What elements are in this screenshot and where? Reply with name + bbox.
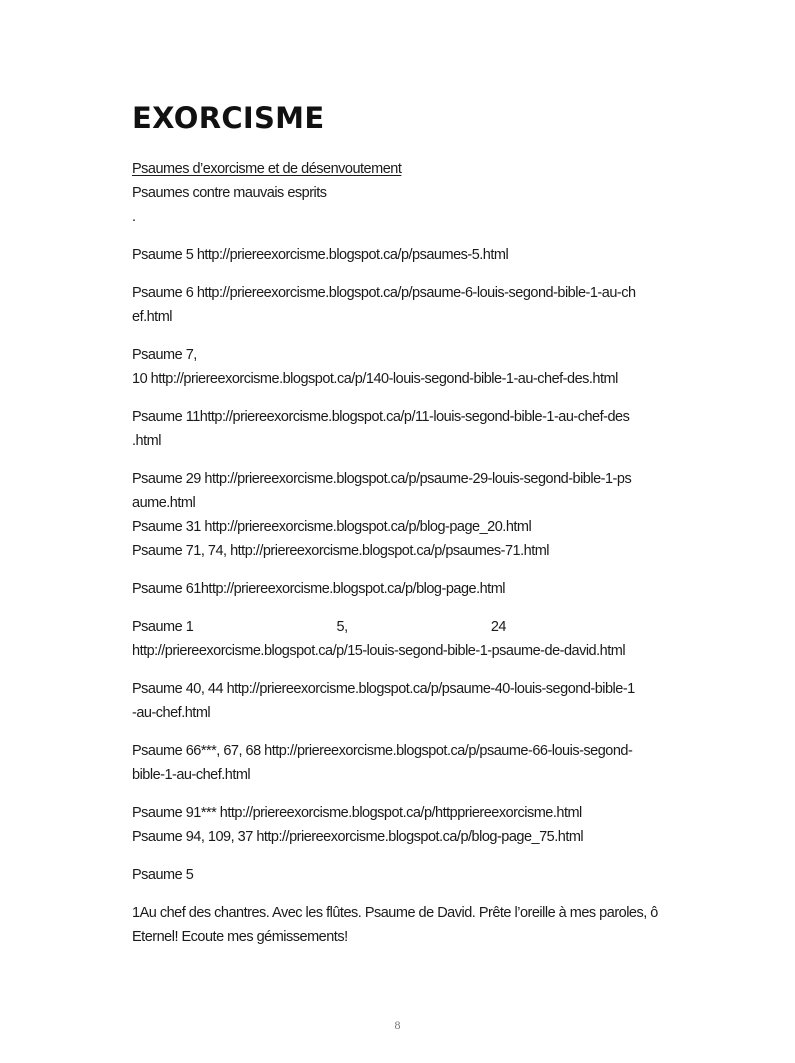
psalm-entry-1 <box>132 615 506 639</box>
psalm-entry-1-part3: 24 <box>490 619 506 635</box>
psalm-entry-7-cont: 10 http://priereexorcisme.blogspot.ca/p/140-louis-segond-bible-1-au-chef-des.html <box>132 371 618 387</box>
verse-line-2: Eternel! Ecoute mes gémissements! <box>132 929 348 945</box>
psalm-entry-1-cont: http://priereexorcisme.blogspot.ca/p/15-louis-segond-bible-1-psaume-de-david.html <box>132 643 626 659</box>
psalm-entry-1-part2: 5, <box>336 619 348 635</box>
psalm-entry-66: Psaume 66***, 67, 68 http://priereexorcisme.blogspot.ca/p/psaume-66-louis-segond- <box>132 743 633 759</box>
subtitle-exorcism: Psaumes d’exorcisme et de désenvoutement <box>132 161 402 177</box>
psalm-entry-31: Psaume 31 http://priereexorcisme.blogspot.ca/p/blog-page_20.html <box>132 519 532 535</box>
document-page <box>132 0 664 1063</box>
psalm-entry-5: Psaume 5 http://priereexorcisme.blogspot.ca/p/psaumes-5.html <box>132 247 509 263</box>
document-body <box>132 157 664 949</box>
verse-line-1: 1Au chef des chantres. Avec les flûtes. Psaume de David. Prête l’oreille à mes paroles, ô <box>132 905 658 921</box>
psalm-entry-40: Psaume 40, 44 http://priereexorcisme.blogspot.ca/p/psaume-40-louis-segond-bible-1 <box>132 681 635 697</box>
psalm-entry-6: Psaume 6 http://priereexorcisme.blogspot.ca/p/psaume-6-louis-segond-bible-1-au-ch <box>132 285 636 301</box>
page-title: EXORCISME <box>132 101 325 135</box>
psalm-entry-11-cont: .html <box>132 433 161 449</box>
psalm-entry-66-cont: bible-1-au-chef.html <box>132 767 251 783</box>
psalm-entry-71: Psaume 71, 74, http://priereexorcisme.blogspot.ca/p/psaumes-71.html <box>132 543 550 559</box>
psalm-entry-91: Psaume 91*** http://priereexorcisme.blogspot.ca/p/httppriereexorcisme.html <box>132 805 582 821</box>
psalm-entry-94: Psaume 94, 109, 37 http://priereexorcisme.blogspot.ca/p/blog-page_75.html <box>132 829 584 845</box>
psalm-entry-40-cont: -au-chef.html <box>132 705 211 721</box>
psalm-entry-29-cont: aume.html <box>132 495 196 511</box>
subtitle-spirits: Psaumes contre mauvais esprits <box>132 185 327 201</box>
psalm-entry-61: Psaume 61http://priereexorcisme.blogspot.ca/p/blog-page.html <box>132 581 505 597</box>
psalm-entry-11: Psaume 11http://priereexorcisme.blogspot.ca/p/11-louis-segond-bible-1-au-chef-des <box>132 409 630 425</box>
psalm-entry-1-part1: Psaume 1 <box>132 619 194 635</box>
psalm-entry-29: Psaume 29 http://priereexorcisme.blogspot.ca/p/psaume-29-louis-segond-bible-1-ps <box>132 471 632 487</box>
psalm-entry-6-cont: ef.html <box>132 309 173 325</box>
page-number: 8 <box>394 1018 401 1032</box>
dot-line: . <box>132 209 136 225</box>
section-heading: Psaume 5 <box>132 867 194 883</box>
psalm-entry-7: Psaume 7, <box>132 347 197 363</box>
